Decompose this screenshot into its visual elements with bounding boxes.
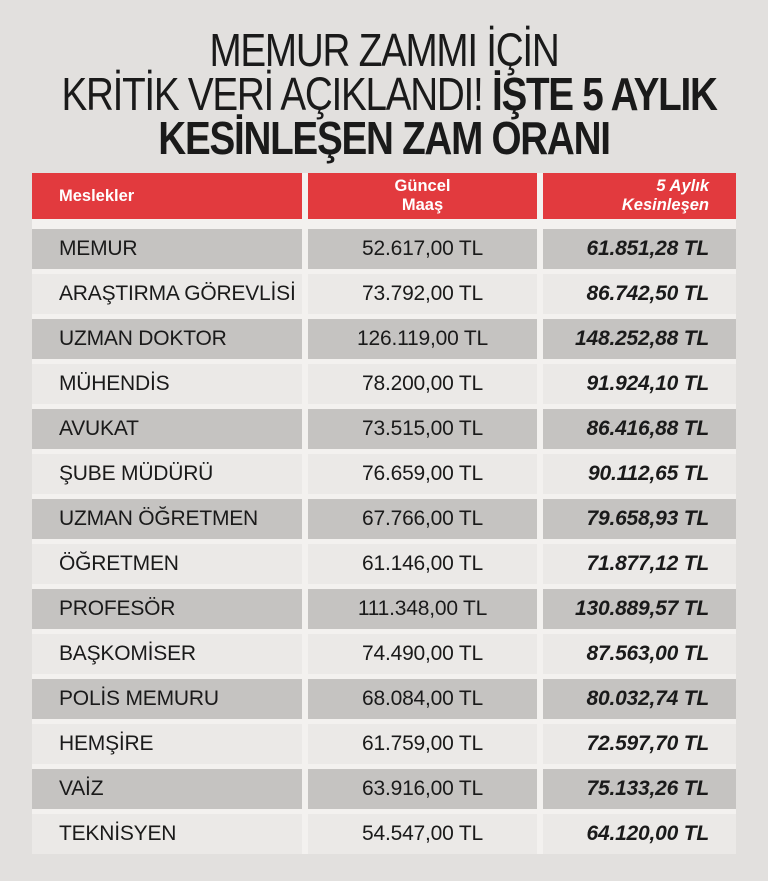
profession-cell: ARAŞTIRMA GÖREVLİSİ bbox=[32, 274, 302, 314]
profession-cell: PROFESÖR bbox=[32, 589, 302, 629]
table-row bbox=[32, 364, 736, 404]
table-row bbox=[32, 634, 736, 674]
table-row bbox=[32, 724, 736, 764]
current-salary-cell: 73.515,00 TL bbox=[308, 409, 537, 449]
column-header-professions bbox=[32, 173, 302, 219]
current-salary-cell: 126.119,00 TL bbox=[308, 319, 537, 359]
confirmed-salary-cell: 80.032,74 TL bbox=[543, 679, 736, 719]
confirmed-salary-cell: 86.742,50 TL bbox=[543, 274, 736, 314]
headline-line2-bold: İŞTE 5 AYLIK bbox=[491, 68, 717, 120]
table-header-row bbox=[32, 173, 736, 219]
headline-line1: MEMUR ZAMMI İÇİN bbox=[209, 24, 559, 76]
headline-line2-regular: KRİTİK VERİ AÇIKLANDI! bbox=[61, 68, 492, 120]
profession-cell: ŞUBE MÜDÜRÜ bbox=[32, 454, 302, 494]
table-body bbox=[32, 229, 736, 854]
confirmed-salary-cell: 87.563,00 TL bbox=[543, 634, 736, 674]
table-row bbox=[32, 274, 736, 314]
confirmed-salary-cell: 148.252,88 TL bbox=[543, 319, 736, 359]
table-row bbox=[32, 679, 736, 719]
profession-cell: HEMŞİRE bbox=[32, 724, 302, 764]
profession-cell: ÖĞRETMEN bbox=[32, 544, 302, 584]
profession-cell: MEMUR bbox=[32, 229, 302, 269]
confirmed-label-line2: Kesinleşen bbox=[621, 196, 709, 214]
column-header-current-salary bbox=[308, 173, 537, 219]
table-row bbox=[32, 409, 736, 449]
confirmed-salary-cell: 86.416,88 TL bbox=[543, 409, 736, 449]
profession-cell: MÜHENDİS bbox=[32, 364, 302, 404]
profession-cell: UZMAN DOKTOR bbox=[32, 319, 302, 359]
current-salary-cell: 73.792,00 TL bbox=[308, 274, 537, 314]
table-row bbox=[32, 589, 736, 629]
profession-cell: AVUKAT bbox=[32, 409, 302, 449]
table-row bbox=[32, 769, 736, 809]
confirmed-salary-cell: 71.877,12 TL bbox=[543, 544, 736, 584]
table-row bbox=[32, 814, 736, 854]
confirmed-salary-cell: 91.924,10 TL bbox=[543, 364, 736, 404]
confirmed-salary-cell: 64.120,00 TL bbox=[543, 814, 736, 854]
current-salary-cell: 78.200,00 TL bbox=[308, 364, 537, 404]
profession-cell: BAŞKOMİSER bbox=[32, 634, 302, 674]
current-salary-cell: 74.490,00 TL bbox=[308, 634, 537, 674]
table-row bbox=[32, 499, 736, 539]
table-row bbox=[32, 319, 736, 359]
current-salary-cell: 67.766,00 TL bbox=[308, 499, 537, 539]
confirmed-salary-cell: 72.597,70 TL bbox=[543, 724, 736, 764]
profession-cell: VAİZ bbox=[32, 769, 302, 809]
professions-label: Meslekler bbox=[59, 186, 135, 205]
current-salary-cell: 111.348,00 TL bbox=[308, 589, 537, 629]
table-row bbox=[32, 454, 736, 494]
profession-cell: TEKNİSYEN bbox=[32, 814, 302, 854]
confirmed-label-line1: 5 Aylık bbox=[656, 177, 709, 195]
current-salary-cell: 61.759,00 TL bbox=[308, 724, 537, 764]
profession-cell: UZMAN ÖĞRETMEN bbox=[32, 499, 302, 539]
confirmed-salary-cell: 130.889,57 TL bbox=[543, 589, 736, 629]
headline-line3: KESİNLEŞEN ZAM ORANI bbox=[158, 112, 610, 164]
table-row bbox=[32, 229, 736, 269]
current-salary-cell: 54.547,00 TL bbox=[308, 814, 537, 854]
current-salary-cell: 61.146,00 TL bbox=[308, 544, 537, 584]
confirmed-salary-cell: 90.112,65 TL bbox=[543, 454, 736, 494]
salary-table bbox=[32, 173, 736, 854]
current-salary-label-line2: Maaş bbox=[401, 196, 444, 214]
current-salary-cell: 63.916,00 TL bbox=[308, 769, 537, 809]
column-header-confirmed bbox=[543, 173, 736, 219]
table-row bbox=[32, 544, 736, 584]
headline bbox=[61, 24, 717, 164]
current-salary-cell: 68.084,00 TL bbox=[308, 679, 537, 719]
profession-cell: POLİS MEMURU bbox=[32, 679, 302, 719]
current-salary-cell: 52.617,00 TL bbox=[308, 229, 537, 269]
confirmed-salary-cell: 61.851,28 TL bbox=[543, 229, 736, 269]
current-salary-label-line1: Güncel bbox=[394, 177, 451, 195]
confirmed-salary-cell: 75.133,26 TL bbox=[543, 769, 736, 809]
current-salary-cell: 76.659,00 TL bbox=[308, 454, 537, 494]
confirmed-salary-cell: 79.658,93 TL bbox=[543, 499, 736, 539]
